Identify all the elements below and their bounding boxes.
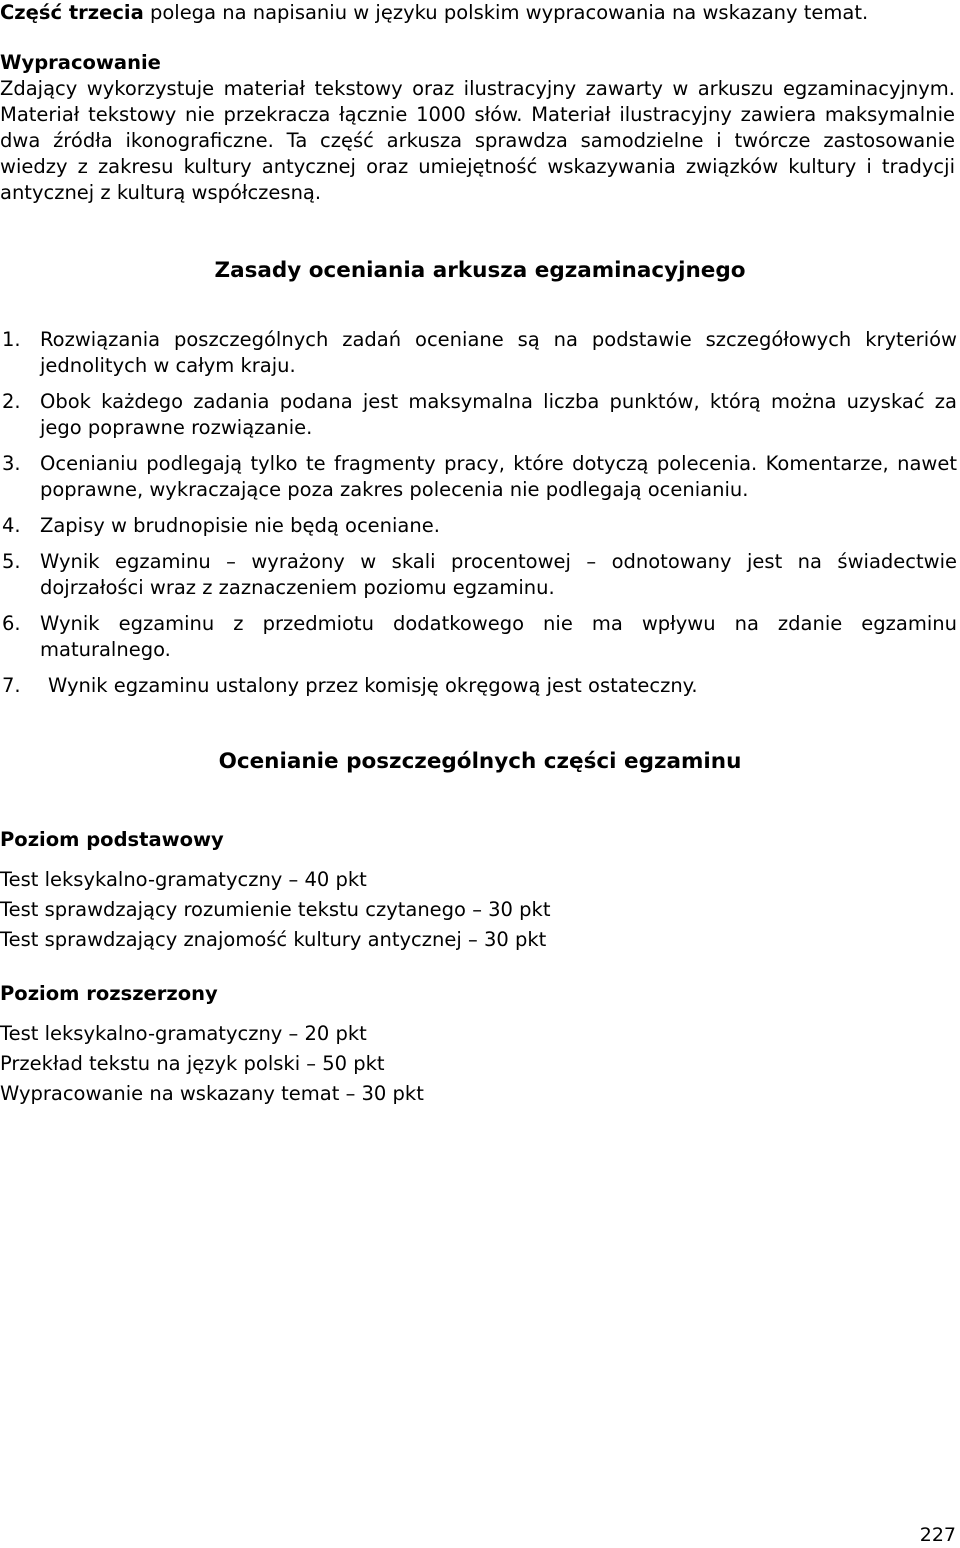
poziom-rozszerzony-section (0, 981, 700, 1109)
zasady-item-4 (0, 513, 957, 539)
intro-text: polega na napisaniu w języku polskim wypracowania na wskazany temat. (143, 1, 869, 24)
zasady-list (0, 327, 957, 709)
poziom-rozszerzony-item: Test leksykalno-gramatyczny – 20 pkt (0, 1022, 367, 1045)
zasady-item-5 (0, 549, 957, 601)
wypracowanie-body: Zdający wykorzystuje materiał tekstowy oraz ilustracyjny zawarty w arkuszu egzaminacyjnym. Materiał tekstowy nie przekracza łącznie 1000 słów. Materiał ilustracyjny zawiera maksymalnie dwa źródła ikonograficzne. Ta część arkusza sprawdza samodzielne i twórcze zastosowanie wiedzy z zakresu kultury antycznej oraz umiejętność wskazywania związków kultury i tradycji antycznej z kulturą współczesną. (0, 77, 955, 204)
zasady-item-7 (0, 673, 957, 699)
zasady-item-text: Obok każdego zadania podana jest maksymalna liczba punktów, którą można uzyskać za jego poprawne rozwiązanie. (40, 390, 957, 439)
zasady-item-6 (0, 611, 957, 663)
intro-paragraph (0, 0, 955, 26)
zasady-item-number: 3. (2, 452, 21, 475)
zasady-item-text: Zapisy w brudnopisie nie będą oceniane. (40, 514, 440, 537)
poziom-podstawowy-item: Test sprawdzający rozumienie tekstu czytanego – 30 pkt (0, 898, 551, 921)
poziom-podstawowy-item: Test sprawdzający znajomość kultury antycznej – 30 pkt (0, 928, 547, 951)
page-number: 227 (919, 1524, 956, 1546)
zasady-item-number: 6. (2, 612, 21, 635)
poziom-podstawowy-section (0, 827, 700, 955)
zasady-item-text: Rozwiązania poszczególnych zadań oceniane są na podstawie szczegółowych kryteriów jednolitych w całym kraju. (40, 328, 957, 377)
intro-bold-lead: Część trzecia (0, 1, 144, 24)
zasady-item-text: Ocenianiu podlegają tylko te fragmenty pracy, które dotyczą polecenia. Komentarze, nawet poprawne, wykraczające poza zakres polecenia nie podlegają ocenianiu. (40, 452, 957, 501)
zasady-item-1 (0, 327, 957, 379)
zasady-item-number: 5. (2, 550, 21, 573)
zasady-item-2 (0, 389, 957, 441)
zasady-item-text: Wynik egzaminu z przedmiotu dodatkowego nie ma wpływu na zdanie egzaminu maturalnego. (40, 612, 957, 661)
zasady-item-3 (0, 451, 957, 503)
zasady-item-text: Wynik egzaminu – wyrażony w skali procentowej – odnotowany jest na świadectwie dojrzałości wraz z zaznaczeniem poziomu egzaminu. (40, 550, 957, 599)
poziom-podstawowy-title: Poziom podstawowy (0, 828, 224, 851)
poziom-rozszerzony-item: Wypracowanie na wskazany temat – 30 pkt (0, 1082, 424, 1105)
wypracowanie-title: Wypracowanie (0, 51, 161, 74)
zasady-item-number: 2. (2, 390, 21, 413)
zasady-item-number: 1. (2, 328, 21, 351)
poziom-podstawowy-item: Test leksykalno-gramatyczny – 40 pkt (0, 868, 367, 891)
zasady-title: Zasady oceniania arkusza egzaminacyjnego (214, 258, 746, 283)
poziom-rozszerzony-item: Przekład tekstu na język polski – 50 pkt (0, 1052, 385, 1075)
zasady-item-text: Wynik egzaminu ustalony przez komisję okręgową jest ostateczny. (48, 674, 698, 697)
ocenianie-title: Ocenianie poszczególnych części egzaminu (218, 749, 742, 774)
zasady-item-number: 4. (2, 514, 21, 537)
zasady-item-number: 7. (2, 674, 21, 697)
poziom-rozszerzony-title: Poziom rozszerzony (0, 982, 218, 1005)
